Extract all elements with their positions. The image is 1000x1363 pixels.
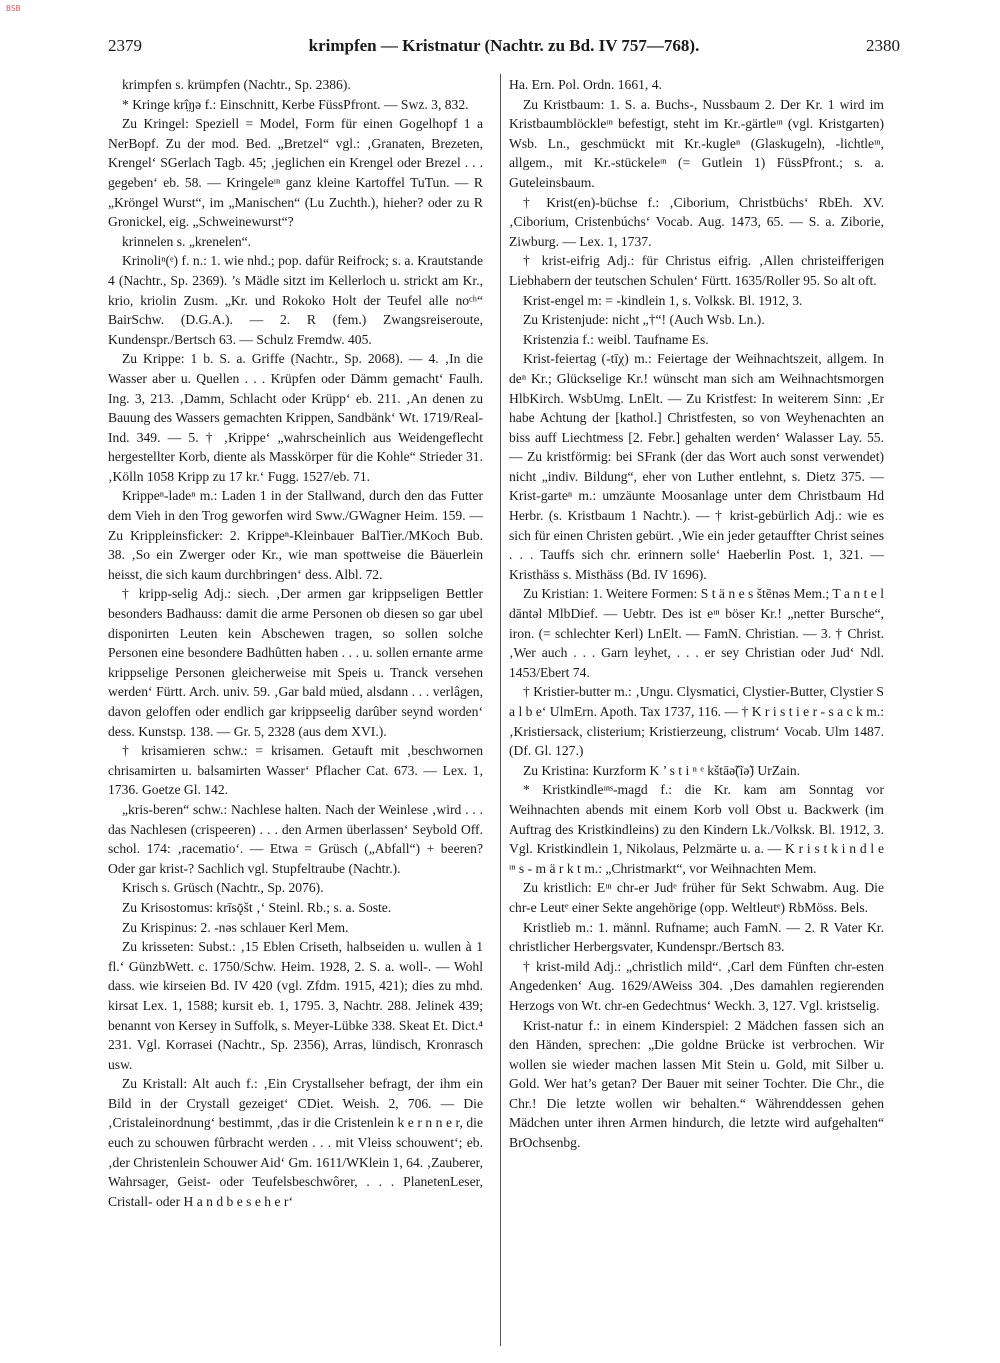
- dictionary-entry: Zu krisseten: Subst.: ‚15 Eblen Criseth, halbseiden u. wullen à 1 fl.‘ GünzbWett. c. 1750/Schw. Heim. 1928, 2. S. a. woll-. — Wohl dass. wie kirseien Bd. IV 420 (vgl. Zfdm. 1915, 421); dies zu mhd. kirsat Lex. 1, 1588; kursit eb. 1, 1795. 3, Nachtr. 288. Jelinek 439; benannt von Kersey in Suffolk, s. Meyer-Lübke 338. Skeat Et. Dict.⁴ 231. Vgl. Korrasei (Nachtr., Sp. 2356), Arras, lündisch, Kronrasch usw.: [108, 939, 483, 1072]
- dictionary-entry: Zu Kristall: Alt auch f.: ‚Ein Crystallseher befragt, der ihm ein Bild in der Crystall gezeiget‘ CDiet. Weish. 2, 706. — Die ‚Cristaleinordnung‘ bestimmt, ‚das ir die Cristenlein k e r n n e r, die euch zu schouwen fûrbracht werden . . . mit Vleiss schouwent‘; eb. ‚der Christenlein Schouwer Aid‘ Gm. 1611/WKlein 1, 64. ‚Zauberer, Wahrsager, Geist- oder Teufelsbeschwôrer, . . . PlanetenLeser, Cristall- oder H a n d b e s e h e r‘: [108, 1076, 483, 1209]
- dictionary-entry: „kris-beren“ schw.: Nachlese halten. Nach der Weinlese ‚wird . . . das Nachlesen (crispeeren) . . . den Armen überlassen‘ Seybold Off. schol. 174: ‚racematio‘. — Etwa = Grüsch („Abfall“) + beeren? Oder gar krist-? Sachlich vgl. Stupfeltraube (Nachtr.).: [108, 801, 483, 876]
- dictionary-entry: Zu Kristina: Kurzform K ’ s t i ⁿ ᵉ kštāə̃(ĩə̃) UrZain.: [523, 762, 801, 778]
- dictionary-entry: Krippeⁿ-ladeⁿ m.: Laden 1 in der Stallwand, durch den das Futter dem Vieh in den Trog geworfen wird Sww./GWagner Heim. 159. — Zu Krippleinsficker: 2. Krippeⁿ-Kleinbauer BalTier./MKoch Bub. 38. ‚So ein Zwerger oder Kr., wie man spottweise die Bäuerlein heisst, die sich kaum durchbringen‘ dess. Albl. 72.: [108, 488, 483, 582]
- dictionary-entry: Kristenzia f.: weibl. Taufname Es.: [523, 331, 709, 347]
- page-number-right: 2380: [866, 36, 900, 55]
- dictionary-entry: Zu Krispinus: 2. -nəs schlauer Kerl Mem.: [122, 919, 349, 935]
- dictionary-entry: Krist-natur f.: in einem Kinderspiel: 2 Mädchen fassen sich an den Händen, sprechen: „Die goldne Brücke ist verbrochen. Wir wollen sie wieder machen lassen Mit Stein u. Gold, mit Silber u. Gold. Wer hat’s getan? Der Bauer mit seiner Tochter. Die Chr., die Chr.! Die letzte wollen wir behalten.“ Währenddessen gehen Mädchen unter ihren Armen hindurch, die letzte wird aufgehalten“ BrOchsenbg.: [509, 1017, 884, 1151]
- dictionary-entry: Kristlieb m.: 1. männl. Rufname; auch FamN. — 2. R Vater Kr. christlicher Herbergsvater, Kundenspr./Bertsch 83.: [509, 919, 884, 955]
- dictionary-entry: † kripp-selig Adj.: siech. ‚Der armen gar krippseligen Bettler besonders Badhauss: damit die arme Personen ob diesen so gar ubel disponirten Leuten kein Abschewen tragen, so sollen solche Personen eine besondere Badhûtten haben . . . u. sollen ernante arme krippselige Personen gleicherweise mit Speis u. Tranck versehen werden‘ Fürtt. Arch. univ. 59. ‚Gar bald müed, alsdann . . . verlâgen, davon geloffen oder endlich gar krippseelig darûber seynd worden‘ dess. Kunstsp. 138. — Gr. 5, 2328 (aus dem XVI.).: [108, 586, 483, 739]
- library-mark: BSB: [6, 4, 21, 13]
- dictionary-entry: * Kringe krî̤ŋə f.: Einschnitt, Kerbe FüssPfront. — Swz. 3, 832.: [122, 96, 469, 112]
- dictionary-entry: Zu Kringel: Speziell = Model, Form für einen Gogelhopf 1 a NerBopf. Zu der mod. Bed. „Bretzel“ vgl.: ‚Granaten, Brezeten, Krengel‘ SGerlach Tagb. 45; ‚jeglichen ein Krengel oder Brezel . . . gegeben‘ eb. 58. — Kringeleᶦⁿ ganz kleine Kartoffel TuTun. — R „Kröngel Wurst“, im „Manischen“ (Lu Zuchth.), hieher? oder zu R Gronickel, eig. „Schweinewurst“?: [108, 116, 483, 230]
- dictionary-entry: Zu Kristenjude: nicht „†“! (Auch Wsb. Ln.).: [523, 312, 765, 328]
- dictionary-entry: Ha. Ern. Pol. Ordn. 1661, 4.: [509, 77, 662, 92]
- dictionary-entry: krinnelen s. „krenelen“.: [122, 233, 252, 249]
- dictionary-entry: Zu Kristbaum: 1. S. a. Buchs-, Nussbaum 2. Der Kr. 1 wird im Kristbaumblöckleᶦⁿ befestigt, steht im Kr.-gärtleᶦⁿ (vgl. Kristgarten) Wsb. Ln., geschmückt mit Kr.-kugleⁿ (Glaskugeln), -lichtleᶦⁿ, allgem., mit Kr.-stückeleᶦⁿ (= Gutlein 1) FüssPfront.; s. a. Guteleinsbaum.: [509, 96, 884, 190]
- dictionary-entry: Zu Kristian: 1. Weitere Formen: S t ä n e s štēnəs Mem.; T a n t e l dāntəl MlbDief. — Uebtr. Des ist eᶦⁿ böser Kr.! „netter Bursche“, iron. (= schlechter Kerl) LnElt. — FamN. Christian. — 3. † Christ. ‚Wer auch . . . Garn leyhet, . . . er sey Christian oder Jud‘ Ndl. 1453/Ebert 74.: [509, 586, 884, 680]
- dictionary-entry: Krist-feiertag (-tīχ) m.: Feiertage der Weihnachtszeit, allgem. In deⁿ Kr.; Glückselige Kr.! wünscht man sich am Weihnachtsmorgen HlbKirch. WsbUmg. LnElt. — Zu Kristfest: In weiterem Sinn: ‚Er habe Achtung der [kathol.] Christfesten, so von Weyhenachten an biss auff Liechtmess [2. Febr.] gehalten werden‘ Walasser Lay. 55. — Zu kristförmig: bei SFrank (der das Wort auch sonst verwendet) nicht „indiv. Bildung“, eher von Luther entlehnt, s. Dietz 375. — Krist-garteⁿ m.: umzäunte Moosanlage unter dem Christbaum Hd Herbr. (s. Kristbaum 1 Nachtr.). — † krist-gebürlich Adj.: wie es sich für einen Christen gebürt. ‚Wie ein jeder getauffter Christ seines . . . Tauffs sich chr. erinnern solle‘ Haeberlin Post. 1, 321. — Kristhäss s. Misthäss (Bd. IV 1696).: [509, 351, 884, 582]
- dictionary-entry: krimpfen s. krümpfen (Nachtr., Sp. 2386).: [122, 77, 351, 92]
- dictionary-entry: Zu Krippe: 1 b. S. a. Griffe (Nachtr., Sp. 2068). — 4. ‚In die Wasser aber u. Quellen . . . Krüpfen oder Dämm gemacht‘ Faulh. Ing. 3, 213. ‚Damm, Schlacht oder Krüpp‘ eb. 211. ‚An denen zu Bauung des Wassers gemachten Krippen, Sandbänk‘ Wt. 1719/Real-Ind. 349. — 5. † ‚Krippe‘ „wahrscheinlich aus Weidengeflecht hergestellter Korb, diente als Masskörper für die Kohle“ Strieder 31. ‚Kölln 1058 Kripp zu 17 kr.‘ Fugg. 1527/eb. 71.: [108, 351, 483, 484]
- right-column: [509, 75, 884, 1153]
- dictionary-entry: Krist-engel m: = -kindlein 1, s. Volksk. Bl. 1912, 3.: [523, 292, 803, 308]
- running-title: krimpfen — Kristnatur (Nachtr. zu Bd. IV 757—768).: [308, 36, 700, 55]
- dictionary-entry: † krist-eifrig Adj.: für Christus eifrig. ‚Allen christeifferigen Liebhabern der teutschen Schulen‘ Fürtt. 1635/Roller 95. So alt oft.: [509, 253, 884, 288]
- page-number-left: 2379: [108, 36, 142, 55]
- dictionary-entry: Zu kristlich: Eᶦⁿ chr-er Judᵉ früher für Sekt Schwabm. Aug. Die chr-e Leutᵉ einer Sekte angehörige (opp. Weltleutᵉ) RbMöss. Bels.: [509, 880, 884, 915]
- page-header: [108, 36, 900, 62]
- dictionary-entry: † krist-mild Adj.: „christlich mild“. ‚Carl dem Fünften chr-esten Angedenken‘ Aug. 1629/AWeiss 304. ‚Des damahlen regierenden Herzogs von Wt. chr-en Gedechtnus‘ Weckh. 3, 127. Vgl. kristselig.: [509, 958, 884, 1013]
- dictionary-entry: * Kristkindleᶦⁿˢ-magd f.: die Kr. kam am Sonntag vor Weihnachten abends mit einem Korb voll Obst u. Backwerk (im Auftrag des Kristkindleins) zu den Kindern Lk./Volksk. Bl. 1912, 3. Vgl. Kristkindlein 1, Nikolaus, Pelzmärte u. a. — K r i s t k i n d l e ᶦⁿ s - m ä r k t m.: „Christmarkt“, vor Weihnachten Mem.: [509, 782, 884, 876]
- left-column: [108, 75, 483, 1211]
- dictionary-entry: † Krist(en)-büchse f.: ‚Ciborium, Christbüchs‘ RbEh. XV. ‚Ciborium, Cristenbúchs‘ Vocab. Aug. 1473, 65. — S. a. Ziborie, Ziwburg. — Lex. 1, 1737.: [509, 194, 884, 249]
- column-divider: [500, 74, 501, 1346]
- dictionary-entry: Zu Krisostomus: krīsǭšt ‚‘ Steinl. Rb.; s. a. Soste.: [122, 899, 392, 915]
- dictionary-entry: Krinoliⁿ(ᵉ) f. n.: 1. wie nhd.; pop. dafür Reifrock; s. a. Krautstande 4 (Nachtr., Sp. 2369). ’s Mädle sitzt im Kellerloch u. strickt am Kr., krio, kriolin Zusm. „Kr. und Rokoko Holt der Teufel alle noᶜʰ“ BairSchw. (D.G.A.). — 2. R (fem.) Zwangsreiseroute, Kundenspr./Bertsch 63. — Schulz Fremdw. 405.: [108, 253, 483, 347]
- dictionary-entry: Krisch s. Grüsch (Nachtr., Sp. 2076).: [122, 880, 324, 896]
- dictionary-entry: † Kristier-butter m.: ‚Ungu. Clysmatici, Clystier-Butter, Clystier S a l b e‘ UlmErn. Apoth. Tax 1737, 116. — † K r i s t i e r - s a c k m.: ‚Kristiersack, clisterium; Kristierzeung, clistrum‘ Vocab. Ulm 1487. (Df. Gl. 127.): [509, 684, 884, 759]
- dictionary-entry: † krisamieren schw.: = krisamen. Getauft mit ‚beschwornen chrisamirten u. balsamirten Wasser‘ Pflacher Cat. 673. — Lex. 1, 1736. Goetze Gl. 142.: [108, 743, 483, 798]
